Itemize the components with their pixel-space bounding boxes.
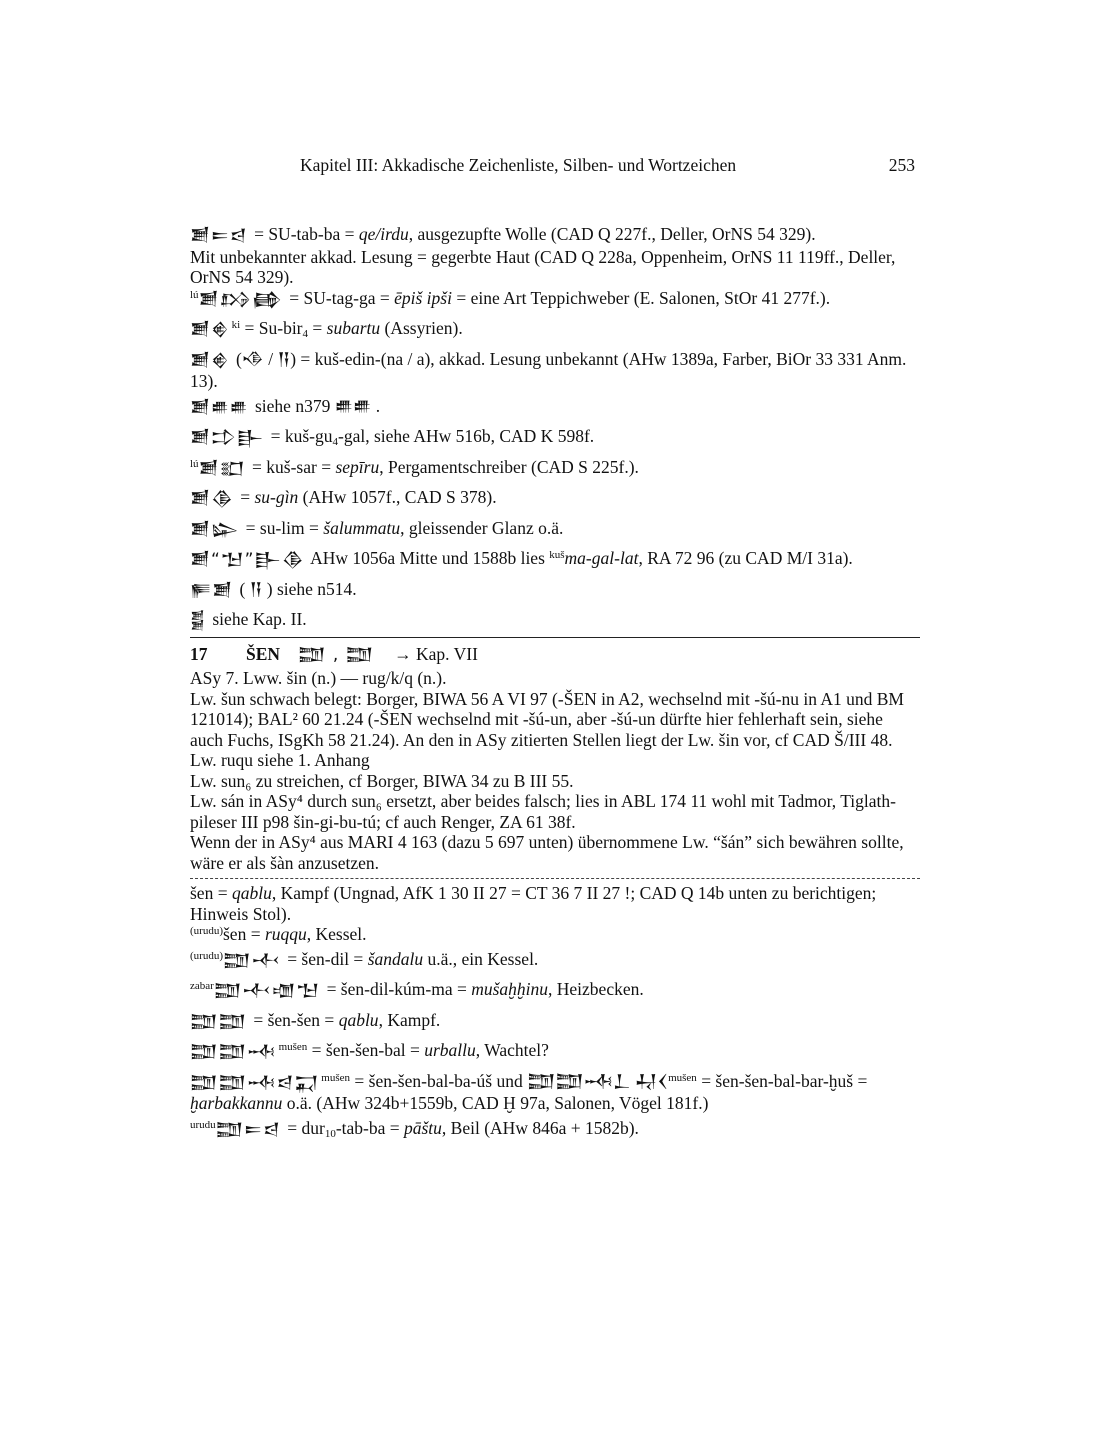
cuneiform-sign: 𒋢𒆠: [190, 489, 234, 509]
entry-kus-sar: $^{lú}$𒋢𒊬 = kuš-sar = sepīru, Pergamentschreiber (CAD S 225f.).: [190, 456, 639, 479]
entry-kus-edin: 𒋢𒄯 (𒈾 / 𒀀) = kuš-edin-(na / a), akkad. Lesung unbekannt (AHw 1389a, Farber, BiOr 33 331 Anm. 13).: [190, 348, 907, 391]
note-sun: Lw. šun schwach belegt: Borger, BIWA 56 A VI 97 (-ŠEN in A2, wechselnd mit -šú-nu in A1 und BM 121014); BAL² 60 21.24 (-ŠEN wechselnd mit -šú-un, aber -šú-un dürfte hier fehlerhaft sein, siehe auch Fuchs, ISgKh 58 21.24). An den in ASy zitierten Stellen liegt der Lw. šin vor, cf CAD Š/III 48.: [190, 688, 904, 750]
entry-note: Mit unbekannter akkad. Lesung = gegerbte Haut (CAD Q 228a, Oppenheim, OrNS 11 119ff., Deller, OrNS 54 329).: [190, 246, 896, 287]
section-divider: [190, 637, 920, 638]
entry-dur-tab-ba: $^{urudu}$𒊿𒋰𒁀 = dur$_{10}$-tab-ba = pāštu, Beil (AHw 846a + 1582b).: [190, 1117, 639, 1140]
entry-sen-dil-kum-ma: $^{zabar}$𒊿𒋾𒌝𒈠 = šen-dil-kúm-ma = mušaḫḫinu, Heizbecken.: [190, 979, 644, 1001]
cuneiform-sign: 𒋢“𒈠”𒃲𒆠: [190, 550, 305, 570]
entry-sen-qablu: šen = qablu, Kampf (Ungnad, AfK 1 30 II 27 = CT 36 7 II 27 !; CAD Q 14b unten zu berichtigen; Hinweis Stol).: [190, 883, 877, 924]
entry-su-bir: 𒋢𒄯 $^{ki}$ = Su-bir$_4$ = subartu (Assyrien).: [190, 318, 463, 340]
cuneiform-sign: 𒋢𒊬: [198, 458, 246, 479]
cuneiform-sign: 𒊿𒊿𒁄𒁀𒍑: [190, 1072, 320, 1093]
cuneiform-sign: 𒋢𒄯: [190, 350, 230, 371]
entry-sen-sen: 𒊿𒊿 = šen-šen = qablu, Kampf.: [190, 1009, 441, 1032]
cuneiform-sign: 𒊿𒋰𒁀: [215, 1119, 281, 1140]
note-ruqu: Lw. ruqu siehe 1. Anhang: [190, 750, 370, 770]
note-san: Lw. sán in ASy⁴ durch sun₆ ersetzt, aber beides falsch; lies in ABL 174 11 wohl mit Tadmor, Tiglath-pileser III p98 šin-gi-bu-tú; cf auch Renger, ZA 61 38f.: [190, 791, 896, 832]
cuneiform-sign: 𒊿𒊿: [190, 1011, 247, 1032]
entry-su-tab-ba: 𒋢𒋰𒁀 = SU-tab-ba = qe/irdu, ausgezupfte Wolle (CAD Q 227f., Deller, OrNS 54 329).: [190, 224, 816, 246]
sign-name: ŠEN: [246, 643, 281, 664]
entry-su-gin: 𒋢𒆠 = su-gìn (AHw 1057f., CAD S 378).: [190, 487, 497, 509]
cuneiform-sign: 𒋢𒄯: [190, 320, 230, 340]
sign-reference: → Kap. VII: [394, 643, 478, 664]
sign-number: 17: [190, 643, 208, 664]
cuneiform-sign: 𒊓𒋢: [190, 580, 234, 601]
cuneiform-sign: 𒊿 , 𒊿: [298, 644, 375, 665]
sign-heading: [190, 644, 920, 666]
entry-su-tag-ga: $^{lú}$𒋢𒋳𒂵 = SU-tag-ga = ēpiš ipši = eine Art Teppichweber (E. Salonen, StOr 41 277f.).: [190, 287, 831, 310]
entry-sen-sen-bal: 𒊿𒊿𒁄 $^{mušen}$ = šen-šen-bal = urballu, Wachtel?: [190, 1040, 549, 1062]
entry-sen-dil: $^{(urudu)}$𒊿𒋾 = šen-dil = šandalu u.ä., ein Kessel.: [190, 948, 539, 971]
dashed-divider: [190, 878, 920, 879]
entry-su-lim: 𒋢𒇽 = su-lim = šalummatu, gleissender Glanz o.ä.: [190, 517, 564, 540]
page-content: [190, 224, 920, 1140]
cuneiform-sign: 𒊿𒋾𒌝𒈠: [213, 981, 321, 1001]
note-mari: Wenn der in ASy⁴ aus MARI 4 163 (dazu 5 697 unten) übernommene Lw. “šán” sich bewähren sollte, wäre er als šàn anzusetzen.: [190, 832, 904, 873]
entry-siehe-n514: 𒊓𒋢 ( 𒀀 ) siehe n514.: [190, 578, 357, 601]
sign-notes: [190, 668, 920, 873]
entry-siehe-kap-ii: 𒋣 siehe Kap. II.: [190, 609, 307, 631]
page-number: 253: [888, 155, 915, 175]
entry-sen-ruqqu: $^{(urudu)}$šen = ruqqu, Kessel.: [190, 924, 367, 944]
cuneiform-sign: 𒋢𒇽: [190, 519, 240, 540]
cuneiform-sign: 𒋢𒌑𒌑: [190, 397, 249, 418]
cuneiform-sign: 𒋢𒋳𒂵: [198, 289, 283, 310]
entry-kus-gu-gal: 𒋢𒄞𒃲 = kuš-$gu_4$-gal, siehe AHw 516b, CAD K 598f.: [190, 426, 595, 448]
note-sun6: Lw. sun₆ zu streichen, cf Borger, BIWA 34 zu B III 55.: [190, 770, 574, 791]
cuneiform-sign: 𒋢𒄞𒃲: [190, 428, 265, 448]
chapter-title: Kapitel III: Akkadische Zeichenliste, Silben- und Wortzeichen: [300, 155, 737, 175]
cuneiform-sign: 𒋣: [190, 611, 206, 631]
cuneiform-sign: 𒊿𒊿𒁄: [190, 1042, 277, 1062]
entry-siehe-n379: 𒋢𒌑𒌑 siehe n379 𒌑𒌑 .: [190, 395, 381, 418]
cuneiform-sign: 𒋢𒋰𒁀: [190, 226, 248, 246]
entry-sen-sen-bal-ba-us: 𒊿𒊿𒁄𒁀𒍑 $^{mušen}$ = šen-šen-bal-ba-úš und 𒊿𒊿𒁄𒁇 𒄷𒌋$^{mušen}$ = šen-šen-bal-bar-ḫuš = ḫarbakkannu o.ä. (AHw 324b+1559b, CAD Ḫ 97a, Salonen, Vögel 181f.): [190, 1070, 868, 1113]
entry-ma-gal-lat: 𒋢“𒈠”𒃲𒆠 AHw 1056a Mitte und 1588b lies $^{kuš}$ma-gal-lat, RA 72 96 (zu CAD M/I 31a).: [190, 548, 853, 570]
note-asy: ASy 7. Lww. šin (n.) — rug/k/q (n.).: [190, 668, 447, 688]
cuneiform-sign: 𒊿𒋾: [223, 950, 281, 971]
